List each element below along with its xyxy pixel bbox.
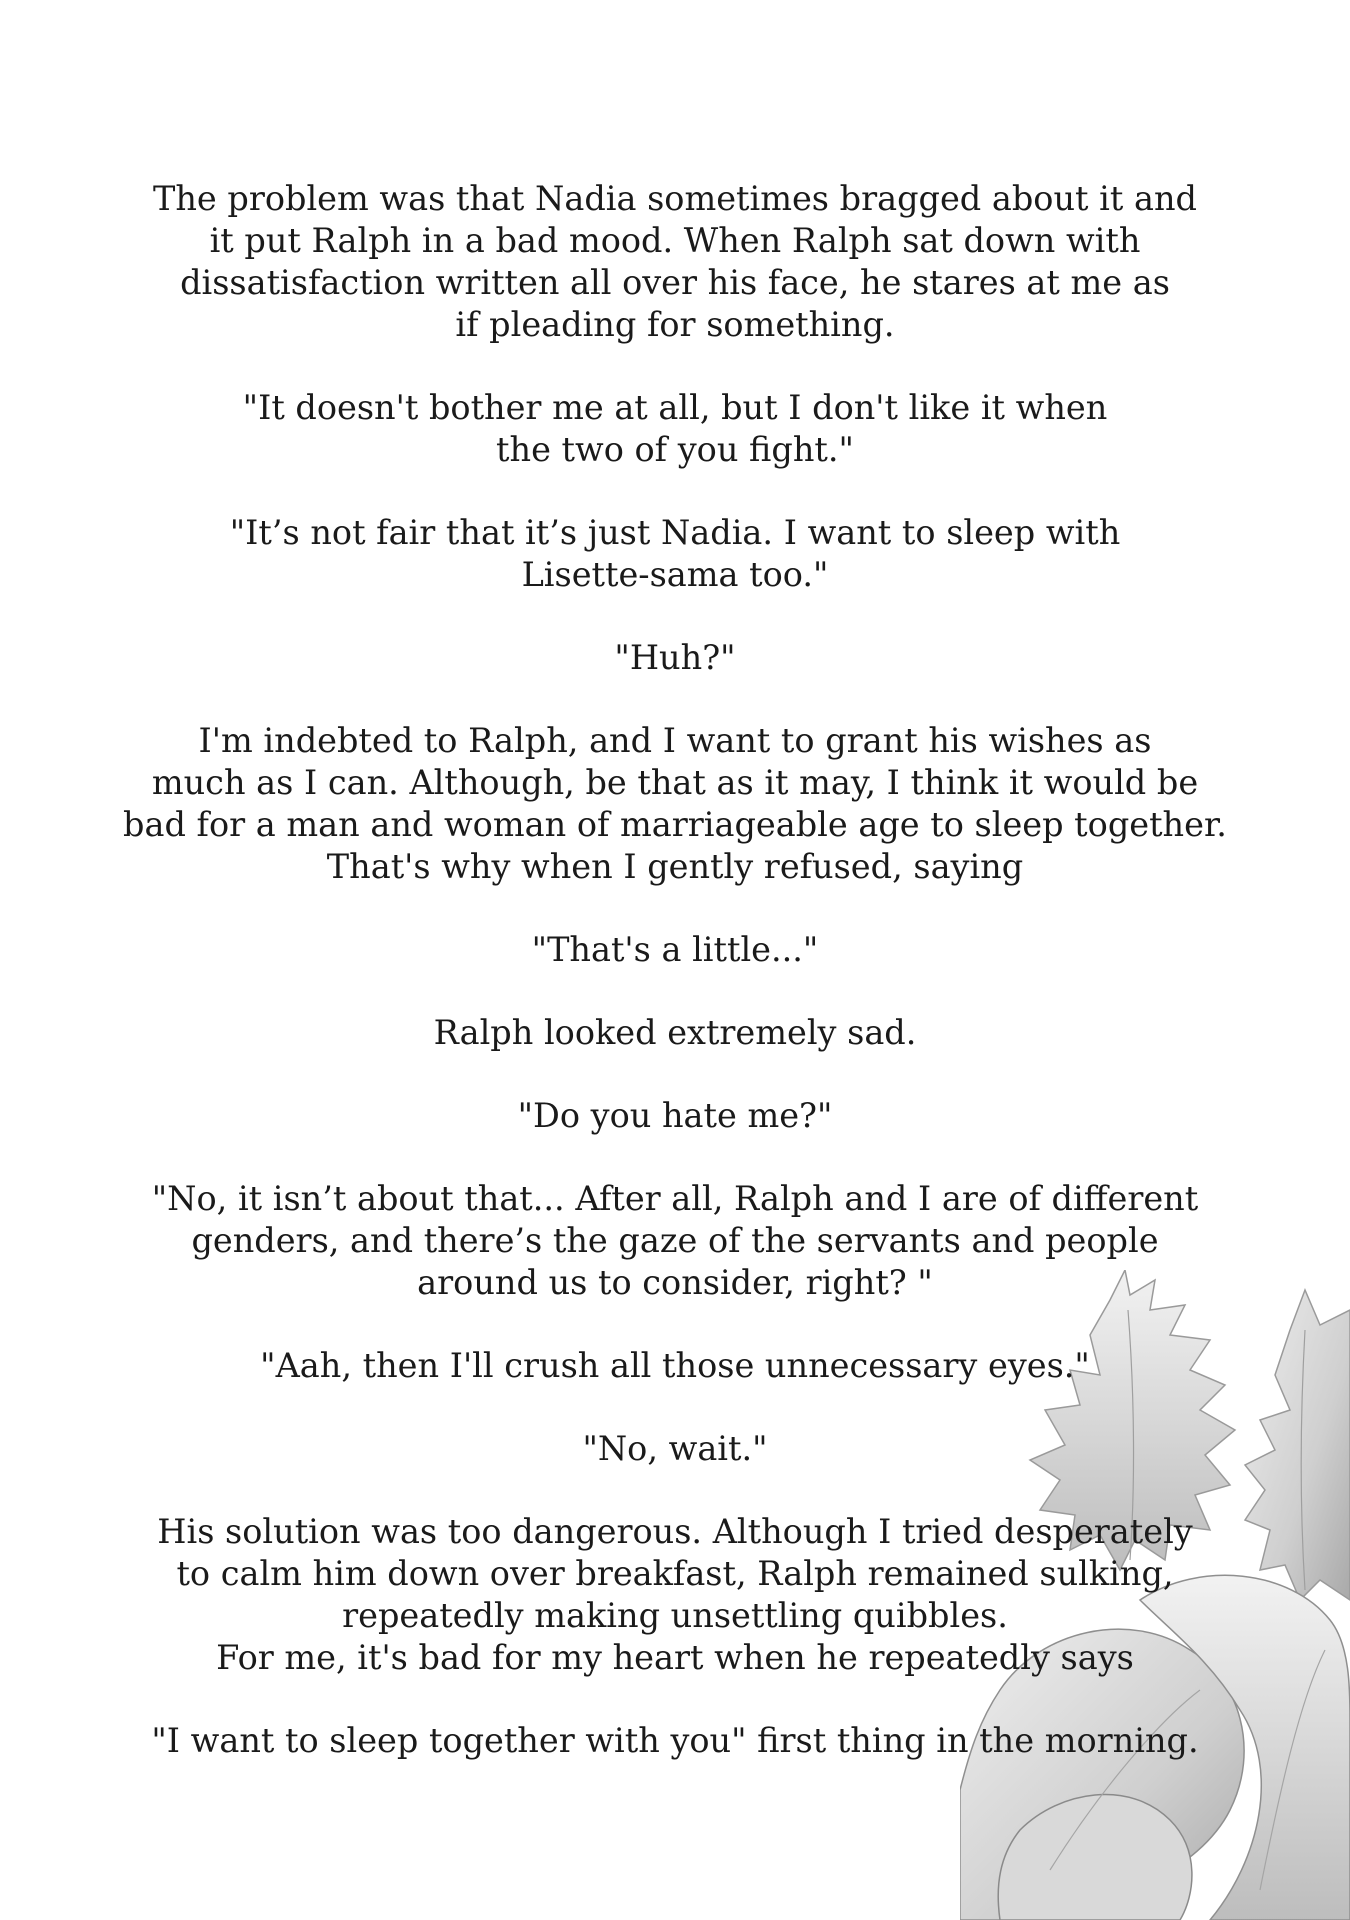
dialogue-line: "It doesn't bother me at all, but I don't like it when the two of you fight."	[242, 388, 1108, 469]
dialogue-line: "Huh?"	[614, 638, 736, 677]
dialogue-line: "It’s not fair that it’s just Nadia. I want to sleep with Lisette-sama too."	[229, 513, 1121, 594]
dialogue-line: "No, it isn’t about that... After all, Ralph and I are of different genders, and there’s the gaze of the servants and people around us to consider, right? "	[151, 1179, 1199, 1302]
story-text	[120, 178, 1230, 1762]
paragraph: His solution was too dangerous. Although I tried desperately to calm him down over breakfast, Ralph remained sulking, repeatedly making unsettling quibbles. For me, it's bad for my heart when he repeatedly says	[157, 1512, 1193, 1677]
paragraph: I'm indebted to Ralph, and I want to grant his wishes as much as I can. Although, be that as it may, I think it would be bad for a man and woman of marriageable age to sleep together. That's why when I gently refused, saying	[123, 721, 1227, 886]
dialogue-line: "Aah, then I'll crush all those unnecessary eyes."	[260, 1346, 1090, 1385]
dialogue-line: "Do you hate me?"	[517, 1096, 833, 1135]
dialogue-line: "I want to sleep together with you" first thing in the morning.	[151, 1721, 1199, 1760]
paragraph: The problem was that Nadia sometimes bragged about it and it put Ralph in a bad mood. When Ralph sat down with dissatisfaction written all over his face, he stares at me as if pleading for something.	[153, 179, 1197, 344]
paragraph: Ralph looked extremely sad.	[433, 1013, 917, 1052]
dialogue-line: "That's a little..."	[531, 930, 819, 969]
dialogue-line: "No, wait."	[582, 1429, 768, 1468]
